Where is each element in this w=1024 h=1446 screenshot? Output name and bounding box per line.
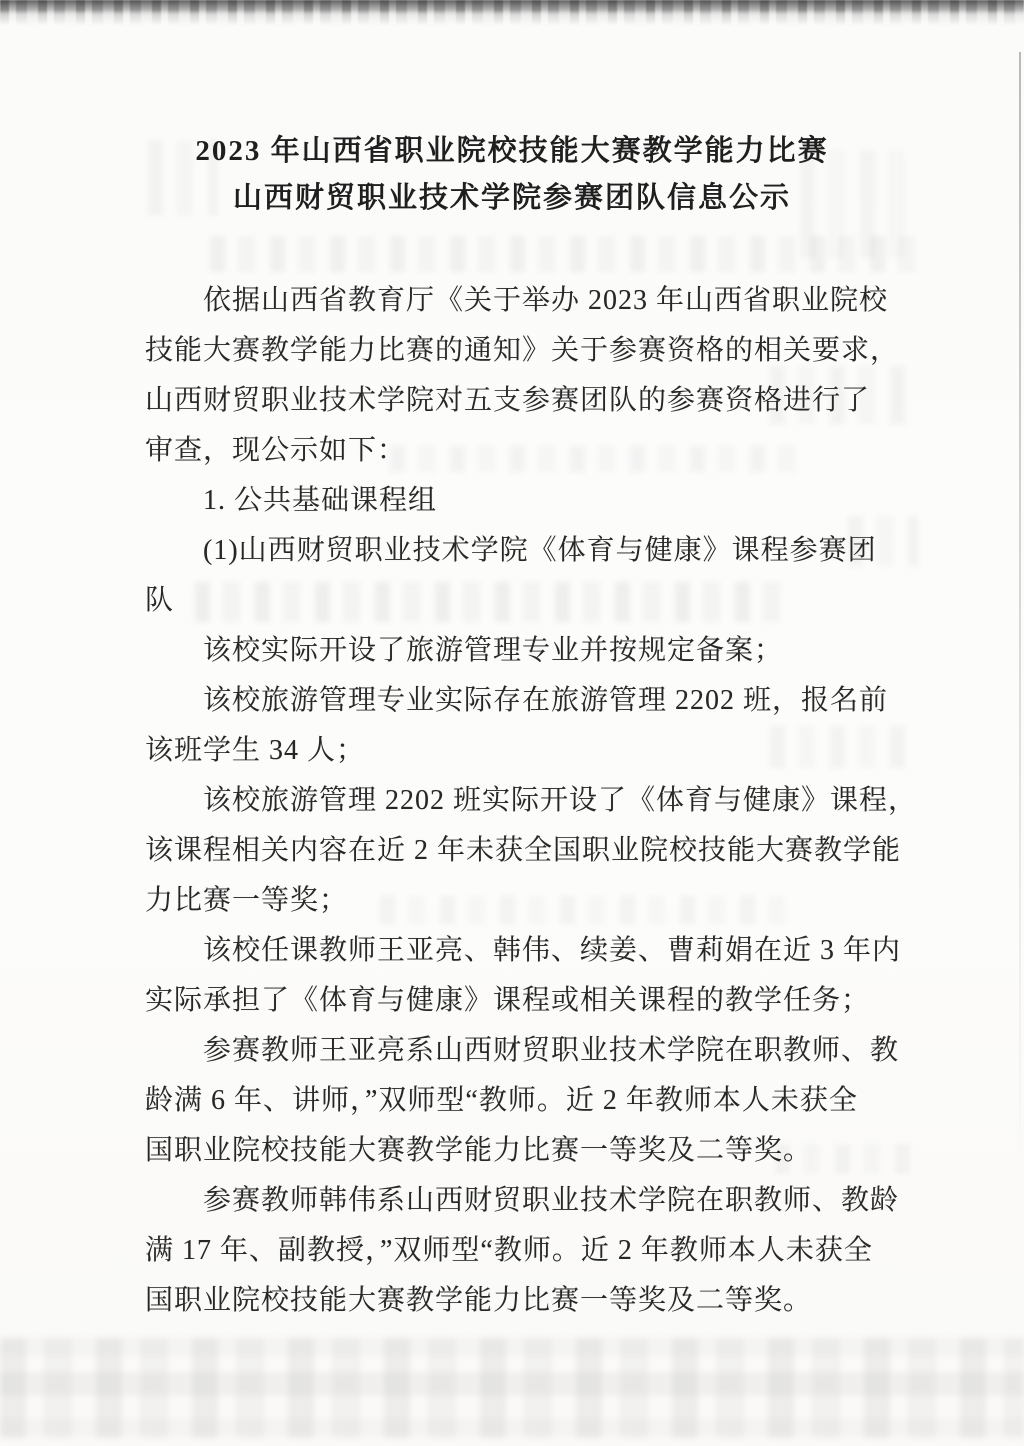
paragraph-intro	[145, 276, 945, 476]
text-line: 该校旅游管理 2202 班实际开设了《体育与健康》课程，	[203, 785, 918, 816]
text-line: 实际承担了《体育与健康》课程或相关课程的教学任务；	[145, 985, 871, 1016]
bleed-through-artifact	[210, 236, 928, 272]
text-line: 龄满 6 年、讲师，”双师型“教师。近 2 年教师本人未获全	[145, 1085, 858, 1116]
paragraph-group-heading	[145, 476, 945, 526]
text-line: 该班学生 34 人；	[145, 735, 366, 766]
text-line: 力比赛一等奖；	[145, 885, 349, 916]
text-line: 依据山西省教育厅《关于举办 2023 年山西省职业院校	[203, 285, 889, 316]
scan-artifact-top-edge	[0, 0, 1024, 26]
text-line: 参赛教师王亚亮系山西财贸职业技术学院在职教师、教	[203, 1035, 900, 1066]
title-line-1: 2023 年山西省职业院校技能大赛教学能力比赛	[195, 135, 829, 167]
text-line: 国职业院校技能大赛教学能力比赛一等奖及二等奖。	[145, 1135, 813, 1166]
text-line: 审查，现公示如下：	[145, 435, 407, 466]
text-line: 该课程相关内容在近 2 年未获全国职业院校技能大赛教学能	[145, 835, 902, 866]
text-line: (1)山西财贸职业技术学院《体育与健康》课程参赛团	[203, 535, 877, 566]
document-body	[145, 276, 945, 1326]
paragraph-item-major	[145, 626, 945, 676]
text-line: 山西财贸职业技术学院对五支参赛团队的参赛资格进行了	[145, 385, 871, 416]
text-line: 满 17 年、副教授，”双师型“教师。近 2 年教师本人未获全	[145, 1235, 873, 1266]
text-line: 技能大赛教学能力比赛的通知》关于参赛资格的相关要求，	[145, 335, 900, 366]
text-line: 队	[145, 585, 175, 616]
text-line: 该校实际开设了旅游管理专业并按规定备案；	[203, 635, 784, 666]
paragraph-item-class	[145, 676, 945, 776]
text-line: 参赛教师韩伟系山西财贸职业技术学院在职教师、教龄	[203, 1185, 900, 1216]
paragraph-team-heading	[145, 526, 945, 626]
title-line-2: 山西财贸职业技术学院参赛团队信息公示	[232, 182, 791, 214]
text-line: 1. 公共基础课程组	[203, 485, 438, 516]
paragraph-item-course	[145, 776, 945, 926]
text-line: 国职业院校技能大赛教学能力比赛一等奖及二等奖。	[145, 1285, 813, 1316]
paragraph-item-teachers	[145, 926, 945, 1026]
text-line: 该校任课教师王亚亮、韩伟、续姜、曹莉娟在近 3 年内	[203, 935, 902, 966]
paragraph-teacher-wangyaliang	[145, 1026, 945, 1176]
paragraph-teacher-hanwei	[145, 1176, 945, 1326]
text-line: 该校旅游管理专业实际存在旅游管理 2202 班，报名前	[203, 685, 889, 716]
document-title	[0, 128, 1024, 222]
scan-artifact-bottom-edge	[0, 1338, 1024, 1438]
